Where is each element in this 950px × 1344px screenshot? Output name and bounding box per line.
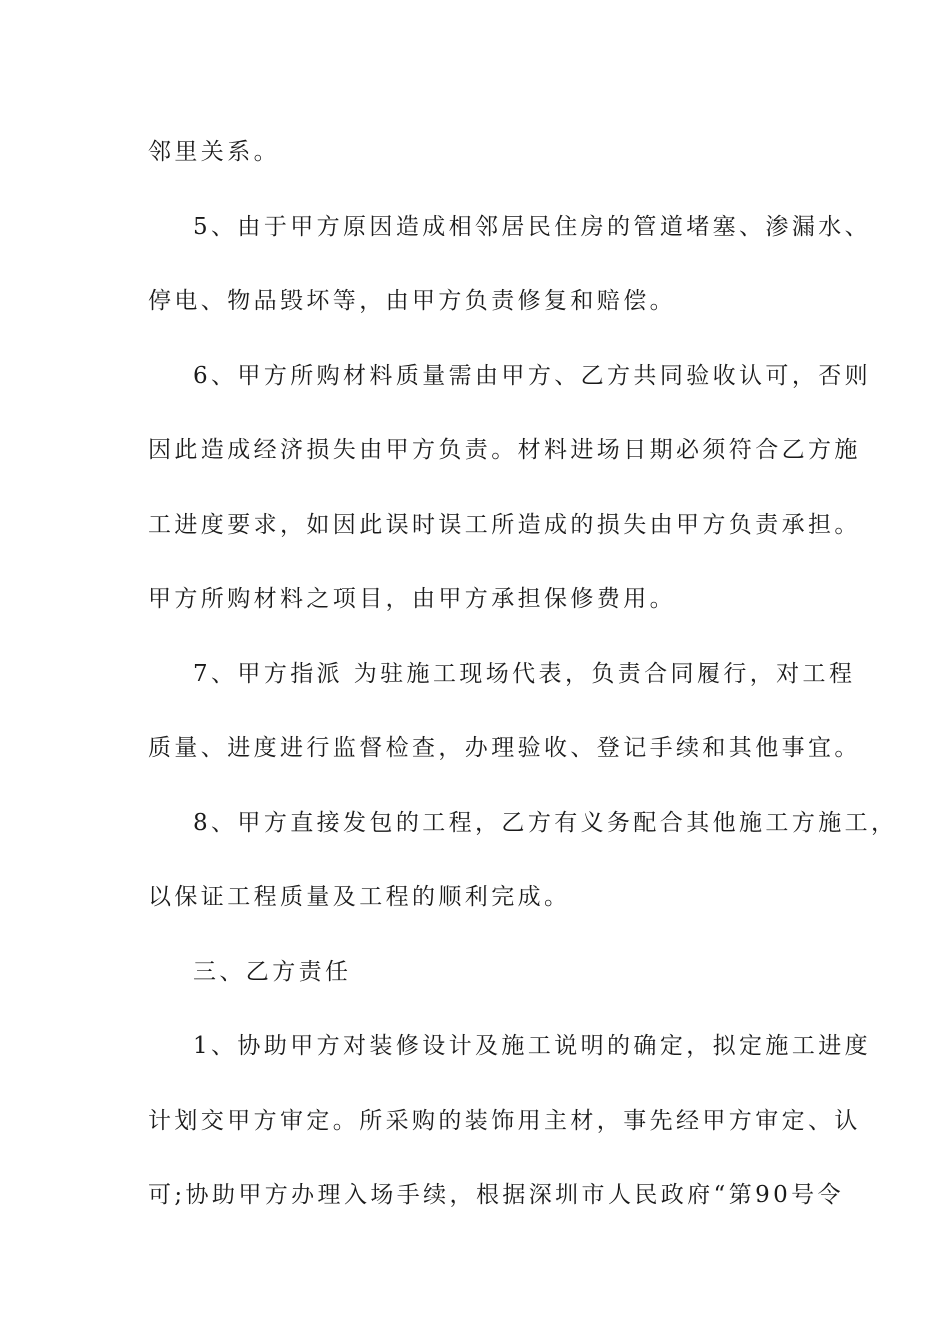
- text-line: 工进度要求，如因此误时误工所造成的损失由甲方负责承担。: [148, 512, 861, 538]
- text-line: 1、协助甲方对装修设计及施工说明的确定，拟定施工进度: [193, 1033, 872, 1059]
- text-line: 8、甲方直接发包的工程，乙方有义务配合其他施工方施工，: [193, 810, 898, 836]
- text-line: 因此造成经济损失由甲方负责。材料进场日期必须符合乙方施: [148, 437, 861, 463]
- text-line: 计划交甲方审定。所采购的装饰用主材，事先经甲方审定、认: [148, 1108, 861, 1134]
- text-line: 7、甲方指派 为驻施工现场代表，负责合同履行，对工程: [193, 661, 856, 687]
- text-line: 6、甲方所购材料质量需由甲方、乙方共同验收认可，否则: [193, 363, 872, 389]
- text-line: 质量、进度进行监督检查，办理验收、登记手续和其他事宜。: [148, 735, 861, 761]
- text-line: 以保证工程质量及工程的顺利完成。: [148, 884, 571, 910]
- text-line: 邻里关系。: [148, 139, 280, 165]
- text-line: 甲方所购材料之项目，由甲方承担保修费用。: [148, 586, 676, 612]
- text-line: 停电、物品毁坏等，由甲方负责修复和赔偿。: [148, 288, 676, 314]
- section-heading: 三、乙方责任: [193, 959, 352, 985]
- text-line: 可;协助甲方办理入场手续，根据深圳市人民政府“第90号令: [148, 1182, 844, 1208]
- text-line: 5、由于甲方原因造成相邻居民住房的管道堵塞、渗漏水、: [193, 214, 872, 240]
